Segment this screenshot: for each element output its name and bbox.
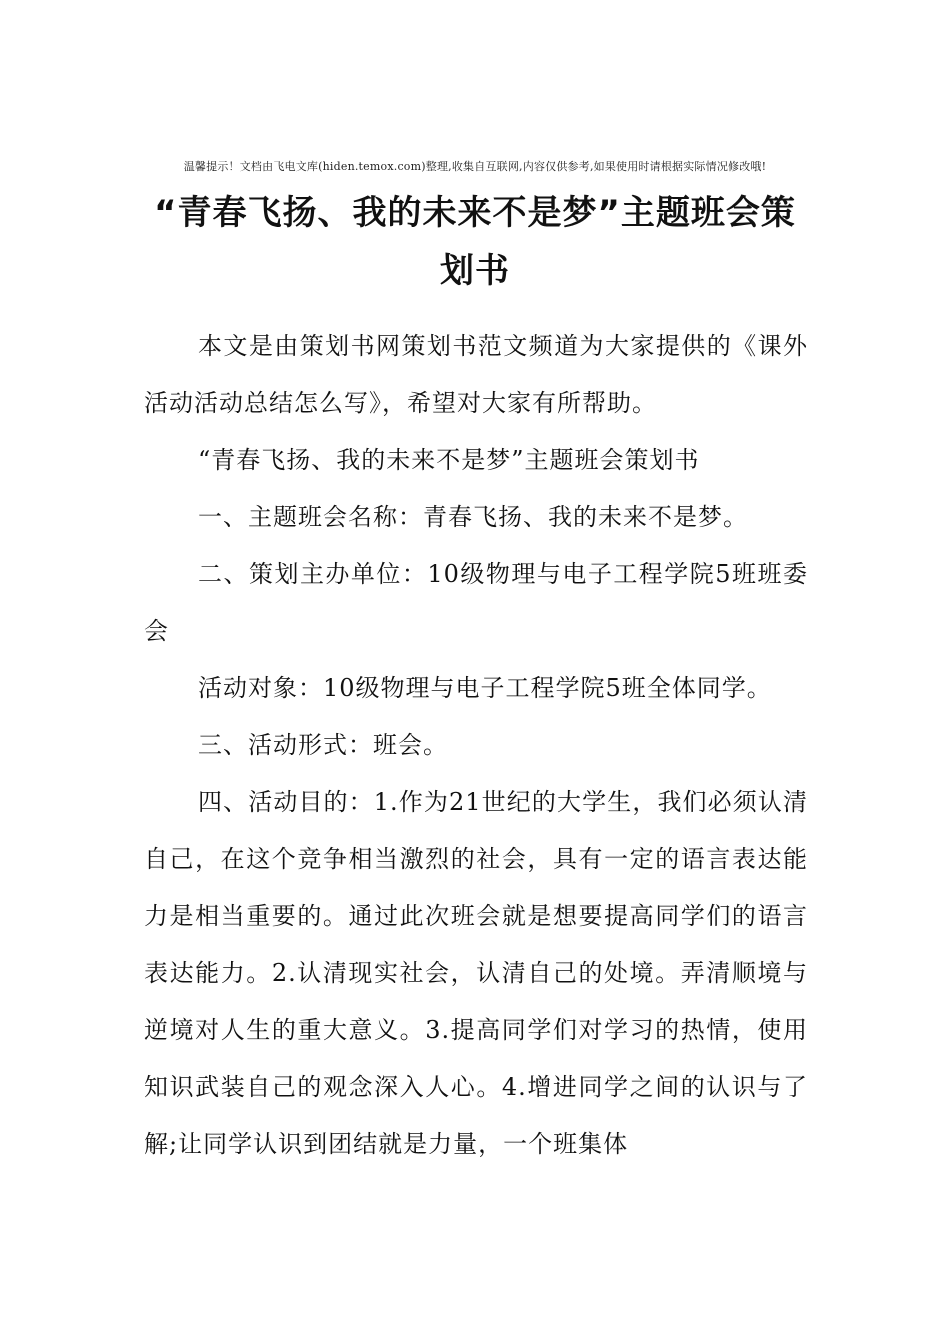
paragraph-section-3: 三、活动形式：班会。 [198,731,448,759]
paragraph-intro: 本文是由策划书网策划书范文频道为大家提供的《课外活动活动总结怎么写》，希望对大家有所帮助。 [144,332,808,417]
document-title: “青春飞扬、我的未来不是梦”主题班会策划书 [154,193,796,291]
document-body [144,318,808,1173]
paragraph-subtitle: “青春飞扬、我的未来不是梦”主题班会策划书 [198,446,700,474]
paragraph-audience: 活动对象：10级物理与电子工程学院5班全体同学。 [198,674,772,702]
paragraph-section-2: 二、策划主办单位：10级物理与电子工程学院5班班委会 [144,560,808,645]
paragraph-section-4: 四、活动目的：1.作为21世纪的大学生，我们必须认清自己，在这个竞争相当激烈的社会，具有一定的语言表达能力是相当重要的。通过此次班会就是想要提高同学们的语言表达能力。2.认清现实社会，认清自己的处境。弄清顺境与逆境对人生的重大意义。3.提高同学们对学习的热情，使用知识武装自己的观念深入人心。4.增进同学之间的认识与了解;让同学认识到团结就是力量，一个班集体 [144,788,808,1158]
paragraph-section-1: 一、主题班会名称：青春飞扬、我的未来不是梦。 [198,503,748,531]
watermark-notice: 温馨提示！文档由飞电文库(hiden.temox.com)整理,收集自互联网,内容仅供参考,如果使用时请根据实际情况修改哦! [183,160,767,173]
